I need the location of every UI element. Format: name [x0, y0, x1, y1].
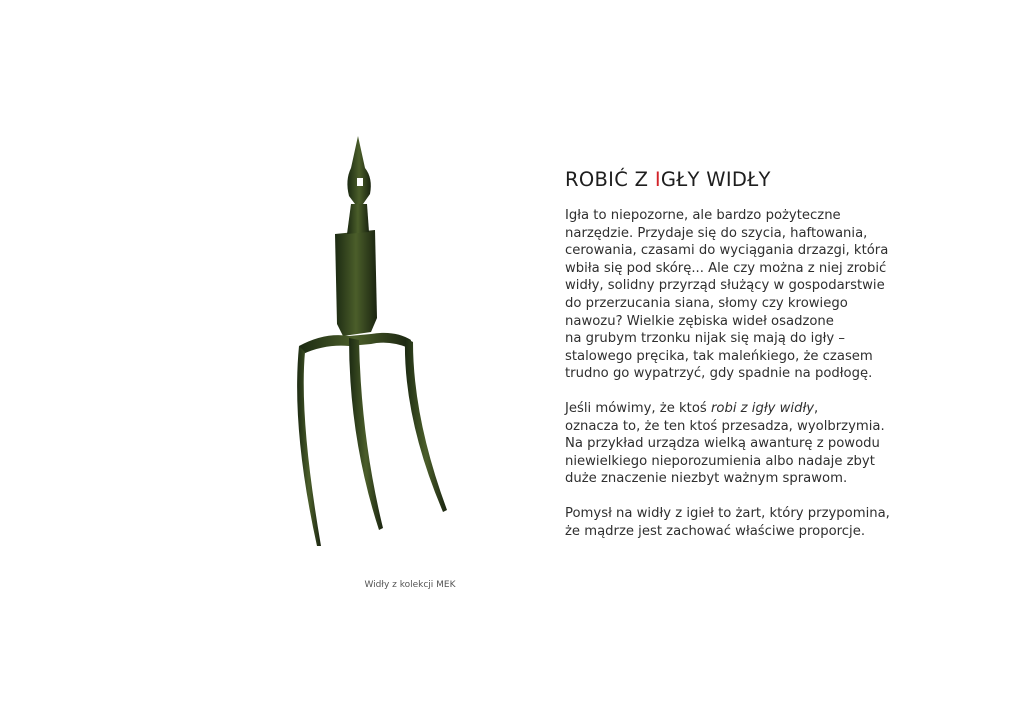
paragraph-line: widły, solidny przyrząd służący w gospodarstwie [565, 278, 885, 294]
paragraph-line: stalowego pręcika, tak maleńkiego, że czasem [565, 348, 873, 364]
article [565, 168, 895, 557]
pitchfork-icon [285, 118, 485, 568]
image-caption: Widły z kolekcji MEK [364, 580, 456, 590]
paragraph-line: nawozu? Wielkie zębiska wideł osadzone [565, 313, 834, 329]
paragraph-2 [565, 400, 895, 488]
paragraph-line: na grubym trzonku nijak się mają do igły – [565, 331, 846, 347]
paragraph-line: Igła to niepozorne, ale bardzo pożyteczne [565, 208, 841, 223]
title-part-1: ROBIĆ Z [565, 168, 655, 191]
paragraph-line: że mądrze jest zachować właściwe proporcje. [565, 523, 866, 539]
title-part-2: GŁY WIDŁY [660, 168, 771, 191]
paragraph-line: trudno go wypatrzyć, gdy spadnie na podłogę. [565, 366, 873, 382]
paragraph-3 [565, 505, 895, 540]
paragraph-line: duże znaczenie niezbyt ważnym sprawom. [565, 471, 848, 487]
paragraph-line: wbiła się pod skórę... Ale czy można z niej zrobić [565, 260, 887, 276]
paragraph-1 [565, 207, 895, 383]
title-accent-letter: I [654, 168, 661, 191]
paragraph-line: Pomysł na widły z igieł to żart, który przypomina, [565, 505, 890, 521]
paragraph-line-end: , [814, 400, 819, 416]
page-title [565, 168, 895, 191]
paragraph-line: do przerzucania siana, słomy czy krowiego [565, 295, 848, 311]
paragraph-line-start: Jeśli mówimy, że ktoś [565, 400, 711, 416]
paragraph-line: oznacza to, że ten ktoś przesadza, wyolbrzymia. [565, 418, 885, 434]
paragraph-line: niewielkiego nieporozumienia albo nadaje zbyt [565, 453, 875, 469]
pitchfork-image [285, 118, 485, 568]
paragraph-line: narzędzie. Przydaje się do szycia, haftowania, [565, 225, 868, 241]
paragraph-line: cerowania, czasami do wyciągania drzazgi, która [565, 243, 889, 259]
paragraph-line: Na przykład urządza wielką awanturę z powodu [565, 436, 880, 452]
idiom-italic: robi z igły widły [710, 400, 815, 416]
